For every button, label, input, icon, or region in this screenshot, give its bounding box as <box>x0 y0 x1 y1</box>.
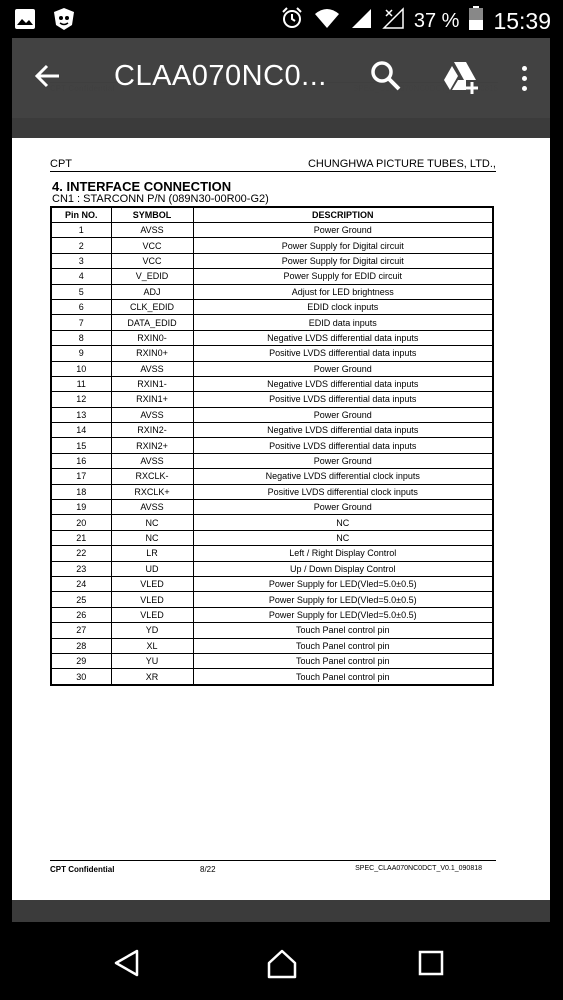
add-to-drive-button[interactable] <box>442 60 482 96</box>
pin-description: EDID clock inputs <box>193 299 493 314</box>
table-row <box>51 269 493 284</box>
pin-number: 11 <box>51 376 111 391</box>
pin-description: NC <box>193 530 493 545</box>
table-row <box>51 623 493 638</box>
table-row <box>51 592 493 607</box>
pin-symbol: RXIN2- <box>111 423 193 438</box>
pin-number: 10 <box>51 361 111 376</box>
table-row <box>51 346 493 361</box>
pin-number: 6 <box>51 299 111 314</box>
pin-number: 16 <box>51 453 111 468</box>
table-row <box>51 392 493 407</box>
pin-description: Power Supply for LED(Vled=5.0±0.5) <box>193 607 493 622</box>
battery-percent: 37 % <box>413 9 460 32</box>
pin-number: 28 <box>51 638 111 653</box>
pin-number: 2 <box>51 238 111 253</box>
pin-number: 24 <box>51 576 111 591</box>
col-header-symbol: SYMBOL <box>111 207 193 223</box>
pin-symbol: AVSS <box>111 453 193 468</box>
pin-number: 25 <box>51 592 111 607</box>
pin-description: Up / Down Display Control <box>193 561 493 576</box>
pin-description: Negative LVDS differential data inputs <box>193 330 493 345</box>
pin-description: Power Supply for Digital circuit <box>193 238 493 253</box>
table-row <box>51 223 493 238</box>
pin-number: 30 <box>51 669 111 685</box>
pin-number: 22 <box>51 546 111 561</box>
table-row <box>51 284 493 299</box>
table-row <box>51 500 493 515</box>
more-options-button[interactable] <box>512 60 536 96</box>
back-arrow-icon <box>33 61 63 96</box>
pin-symbol: AVSS <box>111 361 193 376</box>
pin-symbol: RXIN1- <box>111 376 193 391</box>
pin-symbol: RXIN2+ <box>111 438 193 453</box>
pin-number: 13 <box>51 407 111 422</box>
section-title: 4. INTERFACE CONNECTION <box>52 179 232 194</box>
pin-number: 19 <box>51 500 111 515</box>
table-row <box>51 315 493 330</box>
col-header-pin: Pin NO. <box>51 207 111 223</box>
nav-back-button[interactable] <box>112 948 142 978</box>
table-row <box>51 238 493 253</box>
search-icon <box>370 79 402 96</box>
pin-symbol: RXCLK+ <box>111 484 193 499</box>
pin-description: Touch Panel control pin <box>193 623 493 638</box>
pin-symbol: AVSS <box>111 500 193 515</box>
table-row <box>51 453 493 468</box>
navigation-bar <box>0 930 563 1000</box>
table-row <box>51 407 493 422</box>
drive-add-icon <box>442 83 482 100</box>
pin-symbol: UD <box>111 561 193 576</box>
clock: 15:39 <box>493 7 551 34</box>
table-body <box>51 223 493 685</box>
pin-number: 14 <box>51 423 111 438</box>
pin-description: Touch Panel control pin <box>193 669 493 685</box>
search-button[interactable] <box>370 60 406 96</box>
pin-description: Power Supply for LED(Vled=5.0±0.5) <box>193 576 493 591</box>
pin-number: 5 <box>51 284 111 299</box>
cell-signal-icon <box>350 7 372 35</box>
document-title: CLAA070NC0... <box>114 60 327 92</box>
pin-number: 12 <box>51 392 111 407</box>
battery-icon <box>469 6 483 36</box>
pin-number: 26 <box>51 607 111 622</box>
pin-description: Negative LVDS differential data inputs <box>193 423 493 438</box>
table-row <box>51 607 493 622</box>
status-bar <box>0 0 563 38</box>
pin-number: 17 <box>51 469 111 484</box>
table-row <box>51 438 493 453</box>
pin-number: 15 <box>51 438 111 453</box>
table-row <box>51 669 493 685</box>
no-signal-icon <box>382 7 404 35</box>
table-row <box>51 515 493 530</box>
nav-recents-icon <box>418 963 444 980</box>
image-icon <box>14 8 36 35</box>
pin-number: 4 <box>51 269 111 284</box>
pin-number: 8 <box>51 330 111 345</box>
pin-description: Power Ground <box>193 500 493 515</box>
pin-description: Positive LVDS differential data inputs <box>193 392 493 407</box>
pin-symbol: XL <box>111 638 193 653</box>
table-row <box>51 576 493 591</box>
table-row <box>51 376 493 391</box>
pin-description: Touch Panel control pin <box>193 638 493 653</box>
pin-symbol: DATA_EDID <box>111 315 193 330</box>
pin-description: Power Ground <box>193 223 493 238</box>
page-header <box>50 158 496 172</box>
pin-number: 9 <box>51 346 111 361</box>
table-row <box>51 299 493 314</box>
table-row <box>51 561 493 576</box>
document-viewer[interactable] <box>12 38 550 922</box>
page-footer <box>50 860 496 874</box>
connector-part-number: CN1 : STARCONN P/N (089N30-00R00-G2) <box>52 193 269 205</box>
pin-symbol: VLED <box>111 607 193 622</box>
pin-description: Negative LVDS differential clock inputs <box>193 469 493 484</box>
page-header-left: CPT <box>50 158 72 170</box>
pin-description: Power Supply for EDID circuit <box>193 269 493 284</box>
pin-symbol: ADJ <box>111 284 193 299</box>
pin-description: Adjust for LED brightness <box>193 284 493 299</box>
pin-description: Negative LVDS differential data inputs <box>193 376 493 391</box>
pin-symbol: CLK_EDID <box>111 299 193 314</box>
table-row <box>51 638 493 653</box>
footer-page-number: 8/22 <box>200 865 216 874</box>
pin-number: 18 <box>51 484 111 499</box>
nav-home-button[interactable] <box>266 948 298 980</box>
pin-number: 1 <box>51 223 111 238</box>
toolbar <box>12 38 550 118</box>
pin-symbol: RXIN0- <box>111 330 193 345</box>
pin-symbol: VCC <box>111 253 193 268</box>
shield-app-icon <box>52 7 76 36</box>
pin-symbol: NC <box>111 515 193 530</box>
pin-number: 7 <box>51 315 111 330</box>
pin-symbol: YD <box>111 623 193 638</box>
table-row <box>51 330 493 345</box>
pin-number: 27 <box>51 623 111 638</box>
pin-description: Power Supply for Digital circuit <box>193 253 493 268</box>
pin-symbol: RXCLK- <box>111 469 193 484</box>
table-row <box>51 653 493 668</box>
table-row <box>51 423 493 438</box>
pin-symbol: RXIN0+ <box>111 346 193 361</box>
pin-description: EDID data inputs <box>193 315 493 330</box>
pin-description: Power Ground <box>193 453 493 468</box>
table-row <box>51 253 493 268</box>
page-header-right: CHUNGHWA PICTURE TUBES, LTD., <box>307 158 496 170</box>
pin-description: Power Ground <box>193 407 493 422</box>
pin-number: 29 <box>51 653 111 668</box>
pin-description: Positive LVDS differential clock inputs <box>193 484 493 499</box>
nav-recents-button[interactable] <box>418 950 444 976</box>
nav-back-icon <box>112 965 142 982</box>
table-row <box>51 361 493 376</box>
table-row <box>51 546 493 561</box>
pin-symbol: AVSS <box>111 223 193 238</box>
pin-number: 3 <box>51 253 111 268</box>
pin-description: Positive LVDS differential data inputs <box>193 346 493 361</box>
pin-symbol: AVSS <box>111 407 193 422</box>
table-header-row <box>51 207 493 223</box>
pin-symbol: XR <box>111 669 193 685</box>
pin-number: 21 <box>51 530 111 545</box>
nav-home-icon <box>266 967 298 984</box>
more-vert-icon <box>522 66 527 71</box>
pin-symbol: NC <box>111 530 193 545</box>
footer-spec-id: SPEC_CLAA070NC0DCT_V0.1_090818 <box>355 865 482 872</box>
pin-description: Positive LVDS differential data inputs <box>193 438 493 453</box>
pin-description: Power Ground <box>193 361 493 376</box>
document-page <box>12 138 550 900</box>
pin-symbol: VLED <box>111 592 193 607</box>
back-button[interactable] <box>28 58 68 98</box>
col-header-description: DESCRIPTION <box>193 207 493 223</box>
pin-symbol: V_EDID <box>111 269 193 284</box>
pin-symbol: RXIN1+ <box>111 392 193 407</box>
pin-description: Left / Right Display Control <box>193 546 493 561</box>
pin-symbol: VLED <box>111 576 193 591</box>
wifi-icon <box>314 7 340 35</box>
pin-symbol: YU <box>111 653 193 668</box>
table-row <box>51 469 493 484</box>
pin-number: 23 <box>51 561 111 576</box>
pin-symbol: LR <box>111 546 193 561</box>
pin-number: 20 <box>51 515 111 530</box>
table-row <box>51 484 493 499</box>
pin-description: NC <box>193 515 493 530</box>
alarm-icon <box>280 6 304 36</box>
interface-table <box>50 206 494 686</box>
pin-description: Power Supply for LED(Vled=5.0±0.5) <box>193 592 493 607</box>
table-row <box>51 530 493 545</box>
footer-confidential: CPT Confidential <box>50 865 115 874</box>
pin-symbol: VCC <box>111 238 193 253</box>
pin-description: Touch Panel control pin <box>193 653 493 668</box>
